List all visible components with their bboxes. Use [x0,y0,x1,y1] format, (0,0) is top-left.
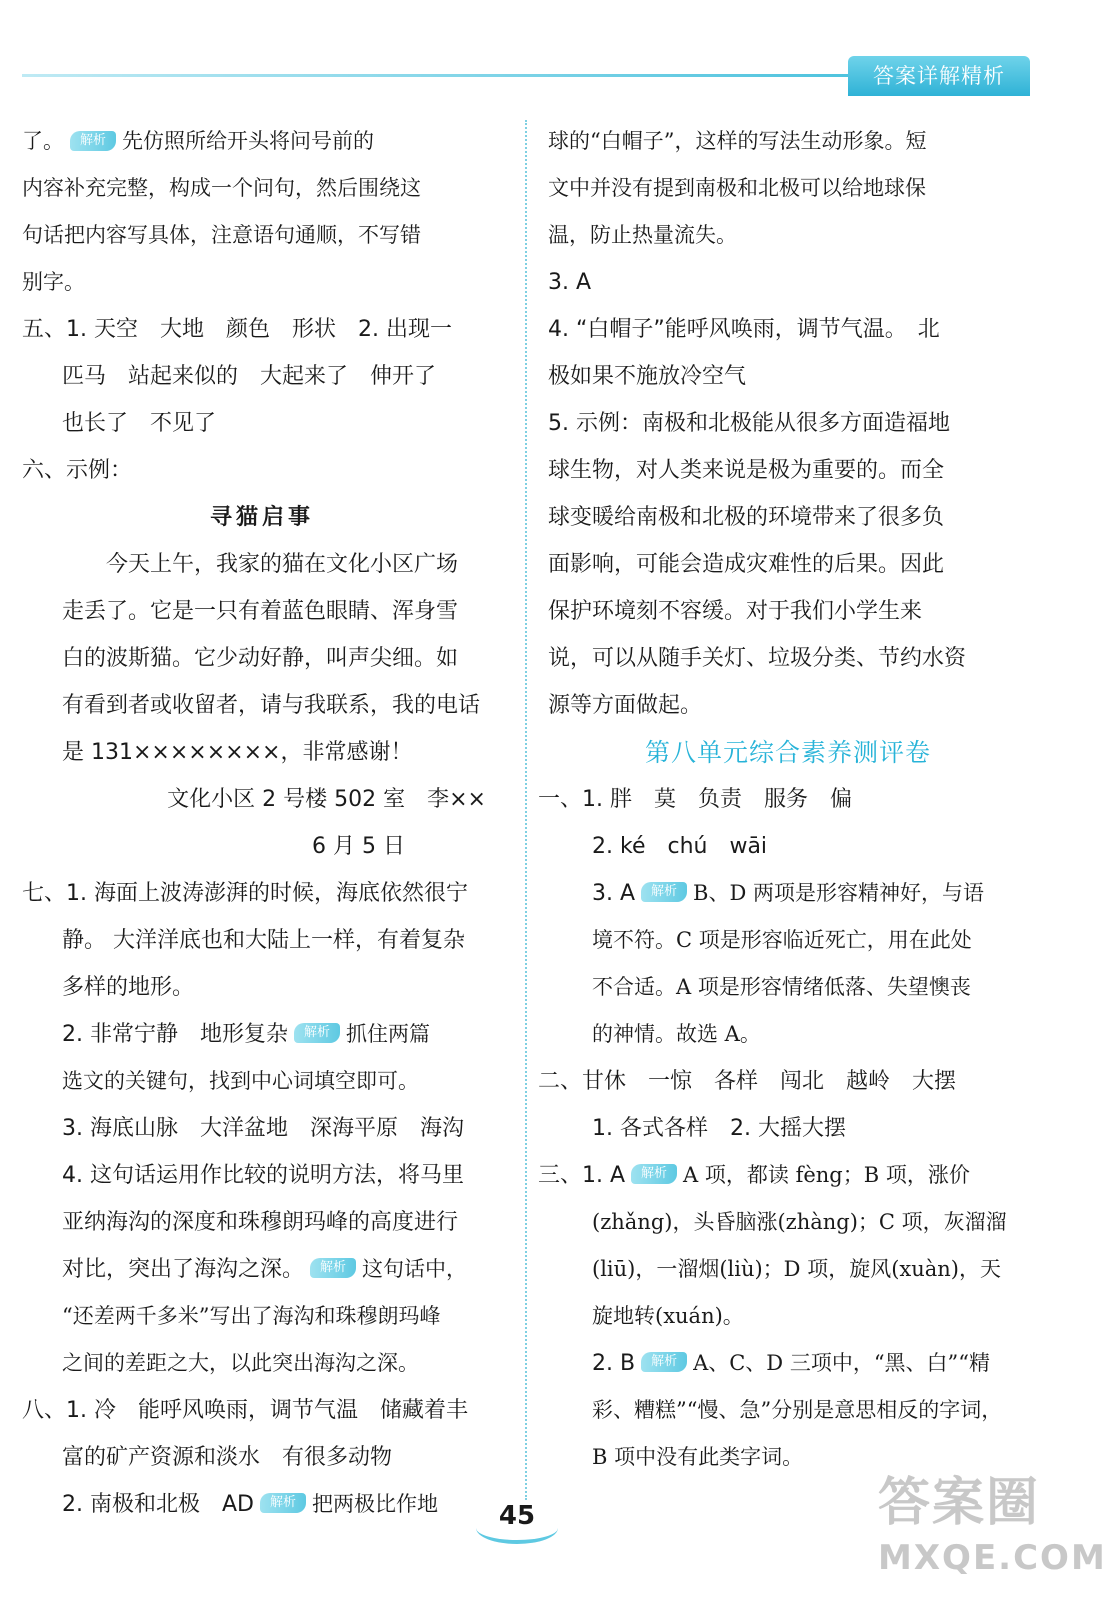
text-line: 别字。 [22,270,85,294]
notice-signature: 文化小区 2 号楼 502 室 李×× [167,787,486,812]
text-line: 极如果不施放冷空气 [548,364,747,389]
text-line: 亚纳海沟的深度和珠穆朗玛峰的高度进行 [62,1210,459,1235]
question-5-answer: 五、1. 天空 大地 颜色 形状 2. 出现一 [22,317,452,342]
text-line: “还差两千多米”写出了海沟和珠穆朗玛峰 [62,1304,441,1328]
text-line: 旋地转(xuán)。 [592,1304,744,1328]
question-6-answer: 六、示例： [22,458,133,483]
text-line: 有看到者或收留者，请与我联系，我的电话 [62,693,481,718]
question-3-answer: 三、1. A 解析 A 项，都读 fèng；B 项，涨价 [538,1163,970,1188]
text-line: 球变暖给南极和北极的环境带来了很多负 [548,505,945,530]
text-line: 走丢了。它是一只有着蓝色眼睛、浑身雪 [62,599,459,624]
question-7-answer: 七、1. 海面上波涛澎湃的时候，海底依然很宁 [22,881,468,906]
text-line: 5. 示例：南极和北极能从很多方面造福地 [548,411,950,436]
text-line: 对比，突出了海沟之深。 解析 这句话中， [62,1257,468,1282]
text-line: 3. A 解析 B、D 两项是形容精神好，与语 [592,881,984,906]
text-line: 保护环境刻不容缓。对于我们小学生来 [548,599,923,624]
text-line: 源等方面做起。 [548,693,703,718]
analysis-badge: 解析 [641,1352,687,1372]
text-line: 彩、糟糕”“慢、急”分别是意思相反的字词， [592,1398,1003,1422]
text-line: 是 131××××××××，非常感谢！ [62,740,413,765]
text-line: 句话把内容写具体，注意语句通顺，不写错 [22,223,421,247]
text-line: 白的波斯猫。它少动好静，叫声尖细。如 [62,646,459,671]
analysis-badge: 解析 [260,1493,306,1513]
text-line: 之间的差距之大，以此突出海沟之深。 [62,1351,419,1375]
text-line: 温，防止热量流失。 [548,223,737,247]
text-line: (zhǎng)，头昏脑涨(zhàng)；C 项，灰溜溜 [592,1210,1007,1234]
text-line: 了。 解析 先仿照所给开头将问号前的 [22,129,374,153]
text-line: 2. 南极和北极 AD 解析 把两极比作地 [62,1492,438,1517]
text-line: 2. ké chú wāi [592,834,768,859]
analysis-badge: 解析 [310,1258,356,1278]
text-line: 球的“白帽子”，这样的写法生动形象。短 [548,129,927,153]
text-line: (liū)，一溜烟(liù)；D 项，旋风(xuàn)，天 [592,1257,1001,1281]
text-line: 境不符。C 项是形容临近死亡，用在此处 [592,928,972,952]
text-line: 今天上午，我家的猫在文化小区广场 [106,552,459,577]
analysis-badge: 解析 [70,131,116,151]
left-column [22,118,502,1528]
text-line: 文中并没有提到南极和北极可以给地球保 [548,176,926,200]
question-1-answer: 一、1. 胖 莫 负责 服务 偏 [538,787,852,812]
question-8-answer: 八、1. 冷 能呼风唤雨，调节气温 储藏着丰 [22,1398,468,1423]
text-line: 也长了 不见了 [62,411,217,436]
analysis-badge: 解析 [294,1023,340,1043]
text-line: 面影响，可能会造成灾难性的后果。因此 [548,552,945,577]
section-title: 第八单元综合素养测评卷 [644,738,931,767]
right-column [538,118,1028,1481]
text-line: B 项中没有此类字词。 [592,1445,804,1469]
text-line: 1. 各式各样 2. 大摇大摆 [592,1116,846,1141]
header-rule [22,74,852,77]
text-line: 说，可以从随手关灯、垃圾分类、节约水资 [548,646,967,671]
text-line: 4. “白帽子”能呼风唤雨，调节气温。 北 [548,317,940,342]
page-number: 45 [498,1501,536,1531]
analysis-badge: 解析 [631,1164,677,1184]
text-line: 2. 非常宁静 地形复杂 解析 抓住两篇 [62,1022,430,1047]
text-line: 内容补充完整，构成一个问句，然后围绕这 [22,176,421,200]
text-line: 3. 海底山脉 大洋盆地 深海平原 海沟 [62,1116,464,1141]
text-line: 多样的地形。 [62,975,195,1000]
text-line: 球生物，对人类来说是极为重要的。而全 [548,458,945,483]
column-divider [525,120,527,1500]
text-line: 的神情。故选 A。 [592,1022,761,1046]
notice-date: 6 月 5 日 [312,834,405,859]
question-2-answer: 二、甘休 一惊 各样 闯北 越岭 大摆 [538,1069,957,1094]
text-line: 3. A [548,270,592,295]
text-line: 匹马 站起来似的 大起来了 伸开了 [62,364,437,389]
text-line: 2. B 解析 A、C、D 三项中，“黑、白”“精 [592,1351,991,1376]
watermark-logo: 答案圈 MXQE.COM [878,1473,1107,1578]
text-line: 选文的关键句，找到中心词填空即可。 [62,1069,419,1093]
text-line: 静。 大洋洋底也和大陆上一样，有着复杂 [62,928,465,953]
header-tab: 答案详解精析 [848,56,1030,96]
text-line: 富的矿产资源和淡水 有很多动物 [62,1445,393,1470]
notice-title: 寻猫启事 [209,505,314,530]
text-line: 4. 这句话运用作比较的说明方法，将马里 [62,1163,464,1188]
text-line: 不合适。A 项是形容情绪低落、失望懊丧 [592,975,971,999]
analysis-badge: 解析 [641,882,687,902]
